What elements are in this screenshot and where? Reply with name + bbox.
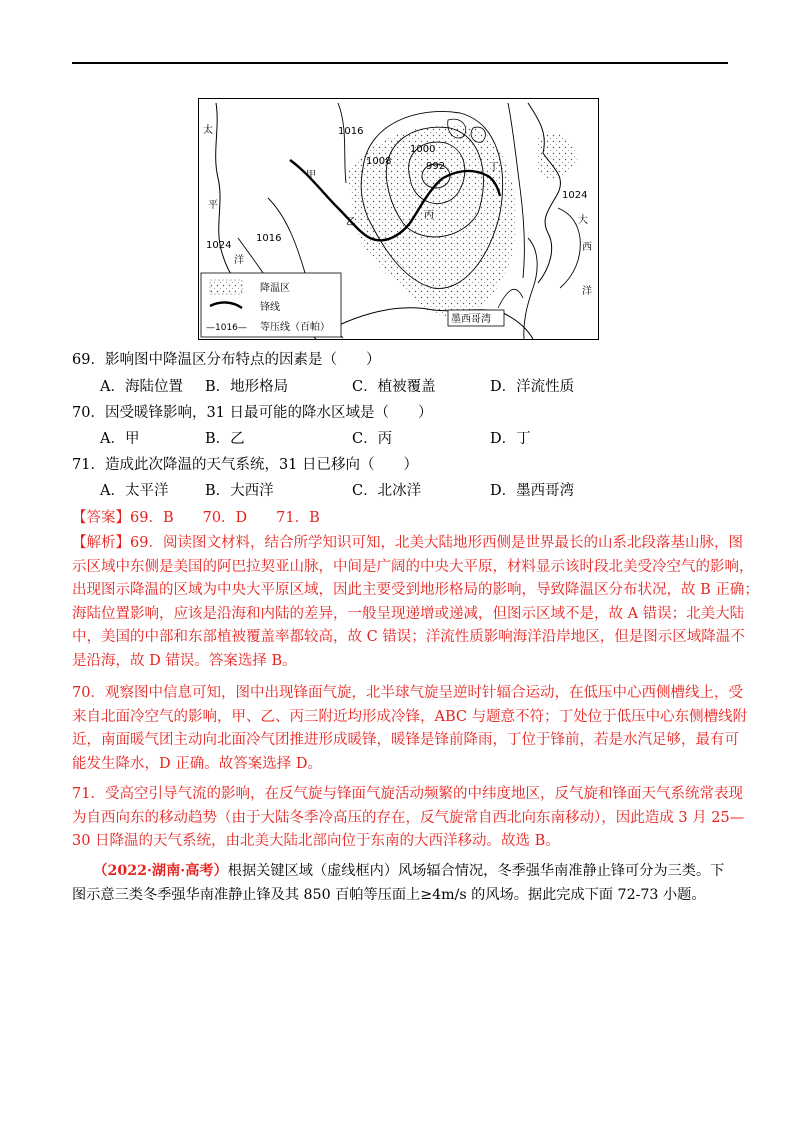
intro-line-1-text: 根据关键区域（虚线框内）风场辐合情况，冬季强华南准静止锋可分为三类。下 xyxy=(227,863,725,879)
gulf-label-box xyxy=(448,310,504,326)
label-atlantic-3: 洋 xyxy=(582,286,592,297)
q70-option-c: C．丙 xyxy=(352,431,393,447)
isobar-label-1024-right: 1024 xyxy=(562,190,588,201)
label-pacific-1: 太 xyxy=(203,125,213,136)
q69-option-b: B．地形格局 xyxy=(205,379,289,395)
analysis-69-line: 是沿海，故 D 错误。答案选择 B。 xyxy=(72,652,297,669)
analysis-71-line: 71．受高空引导气流的影响，在反气旋与锋面气旋活动频繁的中纬度地区，反气旋和锋面天气系统常表现 xyxy=(72,786,743,802)
intro-source: （2022·湖南·高考） xyxy=(100,863,228,879)
isobar-label-1008: 1008 xyxy=(366,156,392,167)
question-71-options xyxy=(100,480,720,502)
weather-map-figure xyxy=(198,98,599,340)
label-yi: 乙 xyxy=(346,217,356,228)
label-bing: 丙 xyxy=(424,210,434,221)
weather-map xyxy=(198,98,599,340)
q70-option-a: A．甲 xyxy=(100,431,140,447)
analysis-69-line: 出现图示降温的区域为中央大平原区域，因此主要受到地形格局的影响，导致降温区分布状况，故 B 正确； xyxy=(72,582,759,599)
label-pacific-2: 平 xyxy=(208,200,218,211)
q71-option-d: D．墨西哥湾 xyxy=(490,483,575,499)
analysis-71-line: 30 日降温的天气系统，由北美大陆北部向位于东南的大西洋移动。故选 B。 xyxy=(72,833,560,850)
isobar-label-1024-left: 1024 xyxy=(206,240,232,251)
legend-cooling-label: 降温区 xyxy=(260,283,290,294)
q70-option-d: D．丁 xyxy=(490,431,531,447)
analysis-69-line: 海陆位置影响，应该是沿海和内陆的差异，一般呈现递增或递减，但图示区域不是，故 A 错误；北美大陆 xyxy=(72,605,745,622)
analysis-69-line: 示区域中东侧是美国的阿巴拉契亚山脉，中间是广阔的中央大平原，材料显示该时段北美受冷空气的影响， xyxy=(72,558,754,575)
label-jia: 甲 xyxy=(306,170,316,181)
question-71-stem: 71．造成此次降温的天气系统，31 日已移向（ ） xyxy=(72,457,419,473)
analysis-71-line: 为自西向东的移动趋势（由于大陆冬季冷高压的存在，反气旋常自西北向东南移动），因此造成 3 月 25— xyxy=(72,809,745,826)
analysis-70-line: 能发生降水，D 正确。故答案选择 D。 xyxy=(72,755,322,772)
intro-line-1 xyxy=(72,860,732,884)
isobar-label-1016-b: 1016 xyxy=(256,233,282,244)
answer-line: 【答案】69．B 70．D 71．B xyxy=(72,510,320,526)
question-70-stem: 70．因受暖锋影响，31 日最可能的降水区域是（ ） xyxy=(72,405,433,421)
analysis-69-line: 【解析】69．阅读图文材料，结合所学知识可知，北美大陆地形西侧是世界最长的山系北段落基山脉，图 xyxy=(72,535,743,551)
isobar-label-992: 992 xyxy=(426,161,446,172)
question-70-options xyxy=(100,428,720,450)
label-ding: 丁 xyxy=(489,162,499,173)
legend-front-label: 锋线 xyxy=(260,302,280,313)
analysis-70-line: 近，南面暖气团主动向北面冷气团推进形成暖锋，暖锋是锋前降雨，丁位于锋前，若是水汽足够，最有可 xyxy=(72,732,739,749)
label-atlantic-2: 西 xyxy=(582,242,592,253)
analysis-70-line: 70．观察图中信息可知，图中出现锋面气旋，北半球气旋呈逆时针辐合运动，在低压中心西侧槽线上，受 xyxy=(72,685,743,701)
analysis-70-line: 来自北面冷空气的影响，甲、乙、丙三附近均形成冷锋，ABC 与题意不符；丁处位于低压中心东侧槽线附 xyxy=(72,708,748,725)
isobar-label-1016-a: 1016 xyxy=(338,126,364,137)
map-legend xyxy=(201,273,341,337)
analysis-71 xyxy=(72,783,745,854)
legend-isobar-label: 等压线（百帕） xyxy=(260,322,330,333)
q69-option-d: D．洋流性质 xyxy=(490,379,575,395)
q69-option-a: A．海陆位置 xyxy=(100,379,183,395)
gulf-label: 墨西哥湾 xyxy=(451,314,491,325)
analysis-69 xyxy=(72,532,759,674)
q71-option-a: A．太平洋 xyxy=(100,483,169,499)
question-69-options xyxy=(100,376,720,398)
analysis-69-line: 中，美国的中部和东部植被覆盖率都较高，故 C 错误；洋流性质影响海洋沿岸地区，但是图示区域降温不 xyxy=(72,629,745,646)
label-pacific-3: 洋 xyxy=(234,255,244,266)
legend-isobar-sample: —1016— xyxy=(206,323,247,333)
isobar-label-1000: 1000 xyxy=(410,144,436,155)
q71-option-c: C．北冰洋 xyxy=(352,483,422,499)
q70-option-b: B．乙 xyxy=(205,431,245,447)
label-atlantic-1: 大 xyxy=(578,215,588,226)
header-rule xyxy=(72,62,728,64)
question-69-stem: 69．影响图中降温区分布特点的因素是（ ） xyxy=(72,352,381,368)
q71-option-b: B．大西洋 xyxy=(205,483,274,499)
legend-cooling-swatch xyxy=(210,280,242,294)
intro-line-2: 图示意三类冬季强华南准静止锋及其 850 百帕等压面上≥4m/s 的风场。据此完成下面 72-73 小题。 xyxy=(72,886,706,903)
next-problem-intro xyxy=(72,860,732,907)
analysis-70 xyxy=(72,682,748,776)
q69-option-c: C．植被覆盖 xyxy=(352,379,436,395)
